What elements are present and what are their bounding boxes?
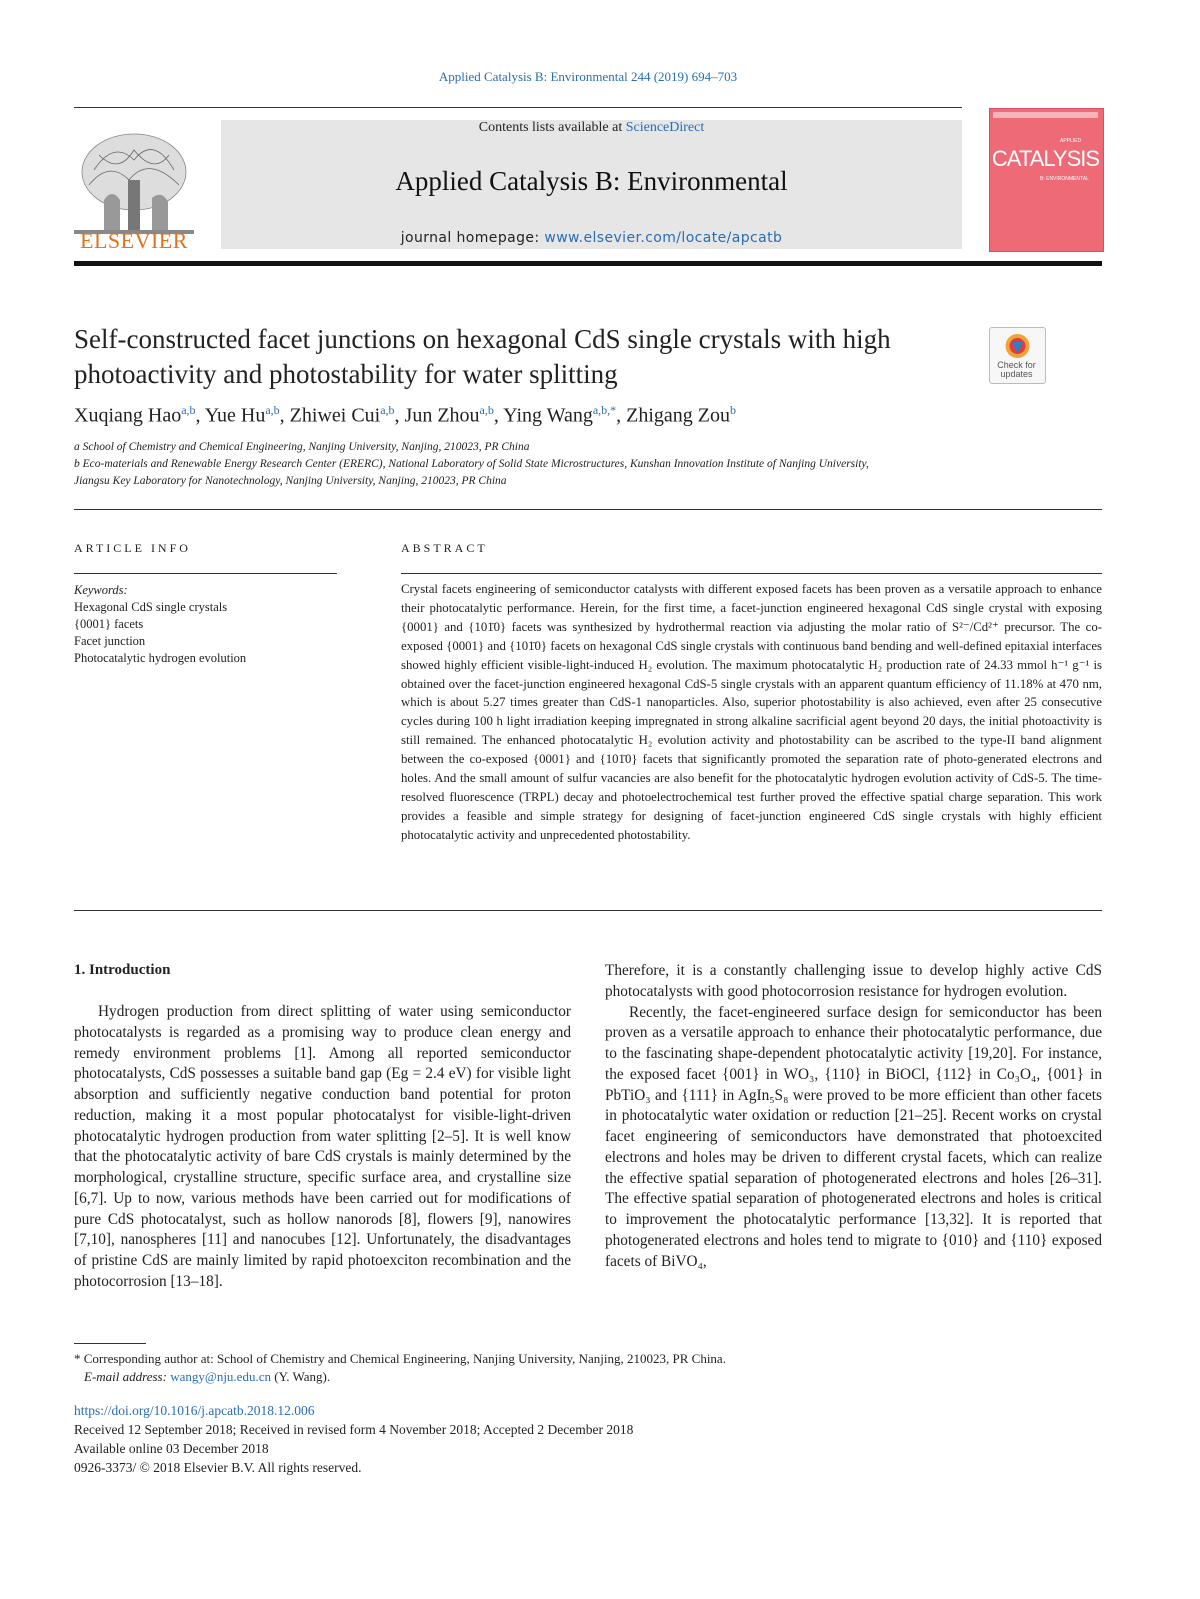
corresponding-author-text: * Corresponding author at: School of Chemistry and Chemical Engineering, Nanjing University, Nanjing, 210023, PR China.	[74, 1351, 726, 1366]
corresponding-author-footnote	[74, 1350, 726, 1386]
footnote-rule	[74, 1343, 146, 1344]
cover-strip	[993, 112, 1098, 118]
author-name[interactable]: Zhigang Zou	[626, 404, 731, 427]
check-for-updates-label: Check for updates	[997, 360, 1036, 379]
homepage-link[interactable]: www.elsevier.com/locate/apcatb	[544, 230, 783, 246]
author-name[interactable]: Yue Hu	[204, 404, 266, 427]
body-left-column	[74, 1002, 571, 1293]
journal-citation-link[interactable]: Applied Catalysis B: Environmental 244 (2019) 694–703	[438, 69, 738, 84]
article-footer	[74, 1401, 633, 1477]
author-name[interactable]: Ying Wang	[503, 404, 593, 427]
journal-title: Applied Catalysis B: Environmental	[395, 166, 788, 196]
article-title: Self-constructed facet junctions on hexagonal CdS single crystals with high photoactivity and photostability for water splitting	[74, 324, 891, 389]
keywords-label: Keywords:	[74, 583, 128, 597]
affiliation-b: b Eco-materials and Renewable Energy Research Center (ERERC), National Laboratory of Solid State Microstructures, Kunshan Innovation Institute of Nanjing University,	[74, 458, 869, 470]
email-suffix: (Y. Wang).	[270, 1369, 331, 1384]
email-label: E-mail address:	[84, 1369, 171, 1384]
email-link[interactable]: wangy@nju.edu.cn	[170, 1369, 271, 1384]
doi-link[interactable]: https://doi.org/10.1016/j.apcatb.2018.12.006	[74, 1403, 315, 1418]
author-name[interactable]: Zhiwei Cui	[289, 404, 381, 427]
keyword-item: Photocatalytic hydrogen evolution	[74, 651, 247, 665]
contents-available-line	[221, 120, 962, 136]
keyword-item: {0001} facets	[74, 617, 144, 631]
author-list: Xuqiang Hao$^{a,b}$, Yue Hu$^{a,b}$, Zhiwei Cui$^{a,b}$, Jun Zhou$^{a,b}$, Ying Wang$^{a,b,*}$, Zhigang Zou$^b$	[74, 403, 737, 427]
sciencedirect-link[interactable]: ScienceDirect	[625, 120, 705, 135]
abstract-text: Crystal facets engineering of semiconductor catalysts with different exposed facets has been proven as a versatile approach to enhance their photocatalytic performance. Herein, for the first time, a facet-junction engineered hexagonal CdS single crystal with exposing {0001} and {101̄0} facets was synthesized by hydrothermal reaction via adjusting the molar ratio of S²⁻/Cd²⁺ precursor. The co-exposed {0001} and {101̄0} facets on hexagonal CdS single crystals with continuous band bending and well-defined epitaxial interfaces showed highly efficient visible-light-induced H₂ evolution. The maximum photocatalytic H₂ production rate of 24.33 mmol h⁻¹ g⁻¹ is obtained over the facet-junction engineered hexagonal CdS-5 single crystals with an apparent quantum efficiency of 11.18% at 470 nm, which is about 5.27 times greater than CdS-1 nanoparticles. Also, superior photostability is also achieved, even after 25 consecutive cycles during 100 h light irradiation keeping impregnated in strong alkaline sacrificial agent beyond 20 days, the initial photoactivity is still remained. The enhanced photocatalytic H₂ evolution activity and photostability can be ascribed to the type-II band alignment between the co-exposed {0001} and {101̄0} facets that significantly promoted the separation rate of photo-generated electrons and holes. And the small amount of sulfur vacancies are also benefit for the photocatalytic hydrogen evolution activity of CdS-5. The time-resolved fluorescence (TRPL) decay and photoelectrochemical test further proved the effective spatial charge separation. This work provides a feasible and simple strategy for designing of facet-junction engineered CdS single crystals with highly efficient photocatalytic activity and unprecedented photostability.	[401, 582, 1102, 842]
received-dates: Received 12 September 2018; Received in revised form 4 November 2018; Accepted 2 December 2018	[74, 1422, 634, 1437]
author-affiliation-marker[interactable]: a,b	[380, 403, 395, 417]
abstract-heading: ABSTRACT	[401, 541, 488, 555]
keywords-block	[74, 582, 337, 667]
journal-homepage-line	[221, 230, 962, 246]
author-affiliation-marker[interactable]: a,b	[265, 403, 280, 417]
email-line	[74, 1368, 726, 1386]
check-for-updates-icon	[990, 328, 1045, 364]
keyword-item: Facet junction	[74, 634, 146, 648]
affiliation-b-continued: Jiangsu Key Laboratory for Nanotechnology, Nanjing University, Nanjing, 210023, PR China	[74, 475, 507, 487]
homepage-prefix: journal homepage:	[400, 230, 545, 246]
elsevier-wordmark: ELSEVIER	[80, 228, 188, 253]
cover-title: CATALYSIS	[991, 146, 1100, 171]
abstract-bottom-rule	[74, 910, 1102, 911]
cover-applied-label: APPLIED	[1060, 138, 1082, 144]
intro-paragraph: Recently, the facet-engineered surface design for semiconductor has been proven as a versatile approach to enhance their photocatalytic performance, due to the fascinating shape-dependent photocatalytic activity [19,20]. For instance, the exposed facet {001} in WO₃, {110} in BiOCl, {112} in Co₃O₄, {001} in PbTiO₃ and {111} in AgIn₅S₈ were proved to be more efficient than other facets in photocatalytic water oxidation or reduction [21–25]. Recent works on crystal facet engineering of semiconductors have demonstrated that photoexcited electrons and holes may be driven to different crystal facets, which can realize the effective spatial separation of photogenerated electrons and holes [26–31]. The effective spatial separation of photogenerated electrons and holes is critical to improvement the photocatalytic performance [13,32]. It is reported that photogenerated electrons and holes tend to migrate to {010} and {110} exposed facets of BiVO₄,	[605, 1003, 1102, 1270]
body-right-column	[605, 961, 1102, 1272]
author-affiliation-marker[interactable]: a,b	[479, 403, 494, 417]
author-name[interactable]: Xuqiang Hao	[74, 404, 182, 427]
contents-prefix: Contents lists available at	[478, 120, 626, 135]
author-affiliation-marker[interactable]: b	[730, 403, 737, 417]
abstract-rule	[401, 573, 1102, 574]
intro-paragraph: Hydrogen production from direct splitting of water using semiconductor photocatalysts is regarded as a promising way to produce clean energy and remedy environment problems [1]. Among all reported semiconductor photocatalysts, CdS possesses a suitable band gap (Eg = 2.4 eV) for visible light absorption and sufficiently negative conduction band potential for proton reduction, making it a most popular photocatalyst for visible-light-driven photocatalytic hydrogen production from water splitting [2–5]. It is well know that the photocatalytic activity of bare CdS crystals is mainly determined by the morphological, crystalline structure, specific surface area, and crystalline size [6,7]. Up to now, various methods have been carried out for modifications of pure CdS photocatalyst, such as hollow nanorods [8], flowers [9], nanowires [7,10], nanospheres [11] and nanocubes [12]. Unfortunately, the disadvantages of pristine CdS are mainly limited by rapid photoexciton recombination and the photocorrosion [13–18].	[74, 1003, 571, 1290]
introduction-heading: 1. Introduction	[74, 962, 171, 978]
section-rule	[74, 509, 1102, 510]
affiliation-a: a School of Chemistry and Chemical Engineering, Nanjing University, Nanjing, 210023, PR China	[74, 441, 530, 453]
article-info-rule	[74, 573, 337, 574]
cover-subtitle: B: ENVIRONMENTAL	[1040, 176, 1089, 182]
copyright-line: 0926-3373/ © 2018 Elsevier B.V. All rights reserved.	[74, 1460, 362, 1475]
article-info-heading: ARTICLE INFO	[74, 541, 191, 555]
keyword-item: Hexagonal CdS single crystals	[74, 600, 228, 614]
header-rule	[74, 107, 962, 108]
author-affiliation-marker[interactable]: a,b	[181, 403, 196, 417]
intro-paragraph-continued: Therefore, it is a constantly challenging issue to develop highly active CdS photocatalysts with good photocorrosion resistance for hydrogen evolution.	[605, 962, 1102, 1000]
author-name[interactable]: Jun Zhou	[404, 404, 480, 427]
author-affiliation-marker[interactable]: a,b,*	[592, 403, 617, 417]
header-thick-rule	[74, 261, 1102, 266]
available-online-date: Available online 03 December 2018	[74, 1441, 269, 1456]
